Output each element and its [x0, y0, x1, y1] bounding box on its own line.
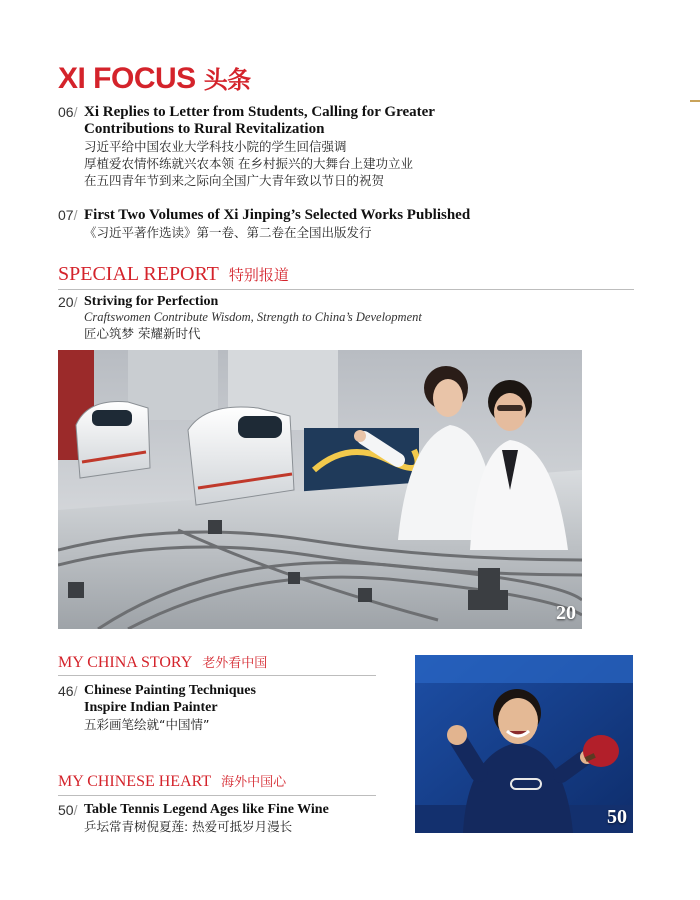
section-title-cn: 头条 [203, 67, 251, 94]
entry-cn-line3: 在五四青年节到来之际向全国广大青年致以节日的祝贺 [84, 173, 385, 188]
section-divider [58, 289, 634, 290]
page-number: 07/ [58, 207, 78, 223]
section-divider [58, 795, 376, 796]
entry-cn-line1: 习近平给中国农业大学科技小院的学生回信强调 [84, 139, 347, 154]
table-tennis-photo[interactable] [415, 655, 633, 833]
section-title-en: XI FOCUS [58, 62, 196, 95]
section-heading-my-china-story [58, 652, 267, 672]
entry-subtitle: Craftswomen Contribute Wisdom, Strength to China’s Development [84, 310, 422, 324]
section-heading-cn: 海外中国心 [221, 775, 287, 790]
section-heading-en: SPECIAL REPORT [58, 263, 219, 285]
section-heading-my-chinese-heart [58, 771, 286, 791]
entry-cn: 匠心筑梦 荣耀新时代 [84, 326, 201, 341]
entry-title: Table Tennis Legend Ages like Fine Wine [84, 802, 329, 817]
entry-cn-line1: 《习近平著作选读》第一卷、第二卷在全国出版发行 [84, 225, 372, 240]
special-report-photo[interactable] [58, 350, 582, 629]
entry-title: Xi Replies to Letter from Students, Calling for Greater [84, 104, 435, 120]
photo-page-number: 20 [556, 602, 576, 624]
decorative-gold-line [690, 100, 700, 102]
section-heading-cn: 老外看中国 [202, 656, 268, 671]
section-heading-en: MY CHINESE HEART [58, 773, 212, 790]
entry-title: First Two Volumes of Xi Jinping’s Selected Works Published [84, 207, 471, 223]
page-number: 50/ [58, 802, 78, 818]
entry-title: Chinese Painting Techniques [84, 683, 256, 698]
page-number: 46/ [58, 683, 78, 699]
entry-cn: 乒坛常青树倪夏莲: 热爱可抵岁月漫长 [84, 819, 293, 834]
section-title-xi-focus [58, 60, 251, 96]
table-tennis-player-illustration [415, 655, 633, 833]
section-divider [58, 675, 376, 676]
entry-title: Striving for Perfection [84, 294, 219, 309]
entry-cn-line2: 厚植爱农情怀练就兴农本领 在乡村振兴的大舞台上建功立业 [84, 156, 413, 171]
section-heading-cn: 特别报道 [228, 266, 289, 284]
entry-cn: 五彩画笔绘就“中国情” [84, 717, 210, 732]
photo-page-number: 50 [607, 806, 627, 828]
train-lab-photo-illustration [58, 350, 582, 629]
entry-title-line2: Inspire Indian Painter [84, 700, 218, 715]
section-heading-special-report [58, 263, 289, 286]
entry-title-line2: Contributions to Rural Revitalization [84, 121, 325, 137]
page-number: 20/ [58, 294, 78, 310]
page-number: 06/ [58, 104, 78, 120]
section-heading-en: MY CHINA STORY [58, 654, 193, 671]
